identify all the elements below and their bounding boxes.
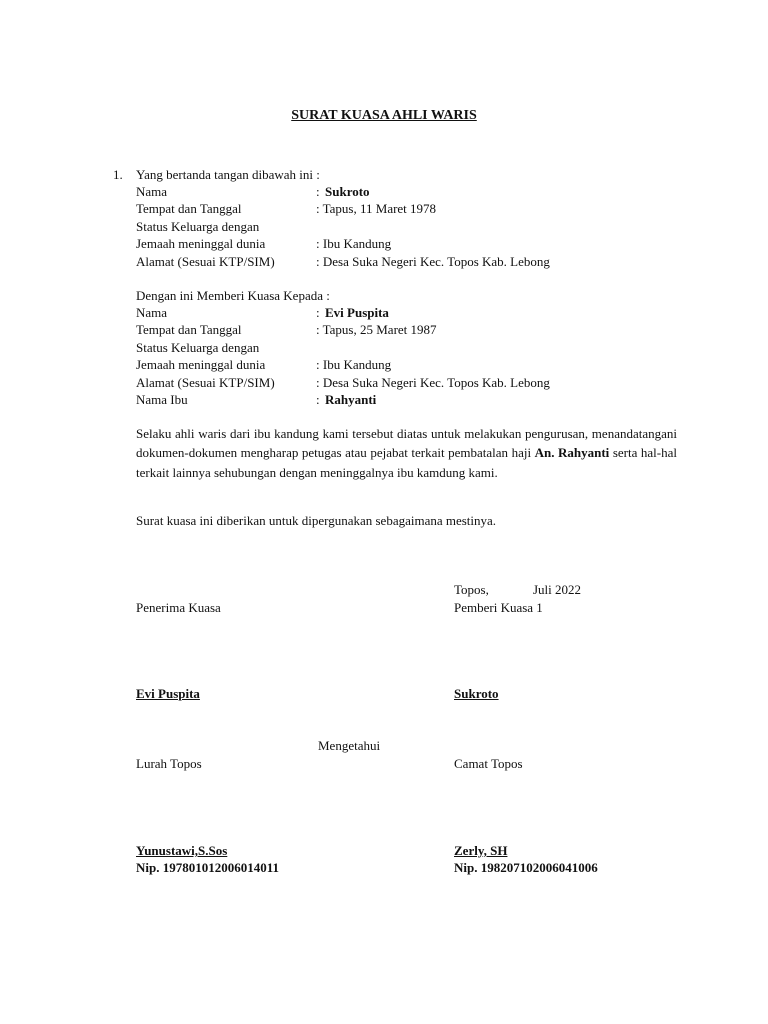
lurah-name: Yunustawi,S.Sos — [136, 843, 228, 858]
giver-status-label-1: Status Keluarga dengan — [136, 219, 260, 234]
giver-status-value: : Ibu Kandung — [316, 236, 392, 251]
lurah-nip: Nip. 197801012006014011 — [136, 860, 280, 875]
giver-nama-separator: : — [316, 184, 320, 199]
body-paragraph-1-text-b: serta hal-hal terkait lainnya sehubungan dengan meninggalnya ibu kamdung kami. — [136, 445, 677, 480]
giver-status-label-2: Jemaah meninggal dunia — [136, 236, 266, 251]
giver-nama-value: Sukroto — [325, 184, 370, 199]
camat-nip: Nip. 198207102006041006 — [454, 860, 598, 875]
intro-text: Yang bertanda tangan dibawah ini : — [136, 167, 320, 182]
receiver-ibu-value: Rahyanti — [325, 392, 377, 407]
penerima-kuasa-role: Penerima Kuasa — [136, 600, 221, 615]
receiver-status-value: : Ibu Kandung — [316, 357, 392, 372]
body-paragraph-2: Surat kuasa ini diberikan untuk dipergunakan sebagaimana mestinya. — [136, 513, 497, 528]
camat-name: Zerly, SH — [454, 843, 508, 858]
signature-place: Topos, — [454, 582, 489, 597]
receiver-ttl-label: Tempat dan Tanggal — [136, 322, 242, 337]
receiver-intro: Dengan ini Memberi Kuasa Kepada : — [136, 288, 330, 303]
body-paragraph-1 — [136, 424, 677, 482]
mengetahui-label: Mengetahui — [318, 738, 381, 753]
camat-role: Camat Topos — [454, 756, 523, 771]
giver-alamat-value: : Desa Suka Negeri Kec. Topos Kab. Lebong — [316, 254, 550, 269]
receiver-ibu-label: Nama Ibu — [136, 392, 188, 407]
lurah-role: Lurah Topos — [136, 756, 202, 771]
penerima-kuasa-name: Evi Puspita — [136, 686, 200, 701]
receiver-status-label-2: Jemaah meninggal dunia — [136, 357, 266, 372]
receiver-nama-separator: : — [316, 305, 320, 320]
item-number: 1. — [113, 167, 123, 182]
giver-ttl-value: : Tapus, 11 Maret 1978 — [316, 201, 437, 216]
receiver-ibu-separator: : — [316, 392, 320, 407]
receiver-ttl-value: : Tapus, 25 Maret 1987 — [316, 322, 437, 337]
giver-ttl-label: Tempat dan Tanggal — [136, 201, 242, 216]
giver-nama-label: Nama — [136, 184, 168, 199]
pemberi-kuasa-name: Sukroto — [454, 686, 499, 701]
pemberi-kuasa-role: Pemberi Kuasa 1 — [454, 600, 543, 615]
signature-date: Juli 2022 — [533, 582, 582, 597]
giver-alamat-label: Alamat (Sesuai KTP/SIM) — [136, 254, 275, 269]
body-paragraph-1-bold-name: An. Rahyanti — [534, 445, 610, 461]
receiver-nama-label: Nama — [136, 305, 168, 320]
document-title: SURAT KUASA AHLI WARIS — [291, 108, 477, 123]
receiver-alamat-value: : Desa Suka Negeri Kec. Topos Kab. Lebong — [316, 375, 550, 390]
receiver-nama-value: Evi Puspita — [325, 305, 389, 320]
receiver-alamat-label: Alamat (Sesuai KTP/SIM) — [136, 375, 275, 390]
body-paragraph-1-text-a: Selaku ahli waris dari ibu kandung kami tersebut diatas untuk melakukan pengurusan, menandatangani dokumen-dokumen mengharap petugas atau pejabat terkait pembatalan haji — [136, 426, 677, 461]
receiver-status-label-1: Status Keluarga dengan — [136, 340, 260, 355]
